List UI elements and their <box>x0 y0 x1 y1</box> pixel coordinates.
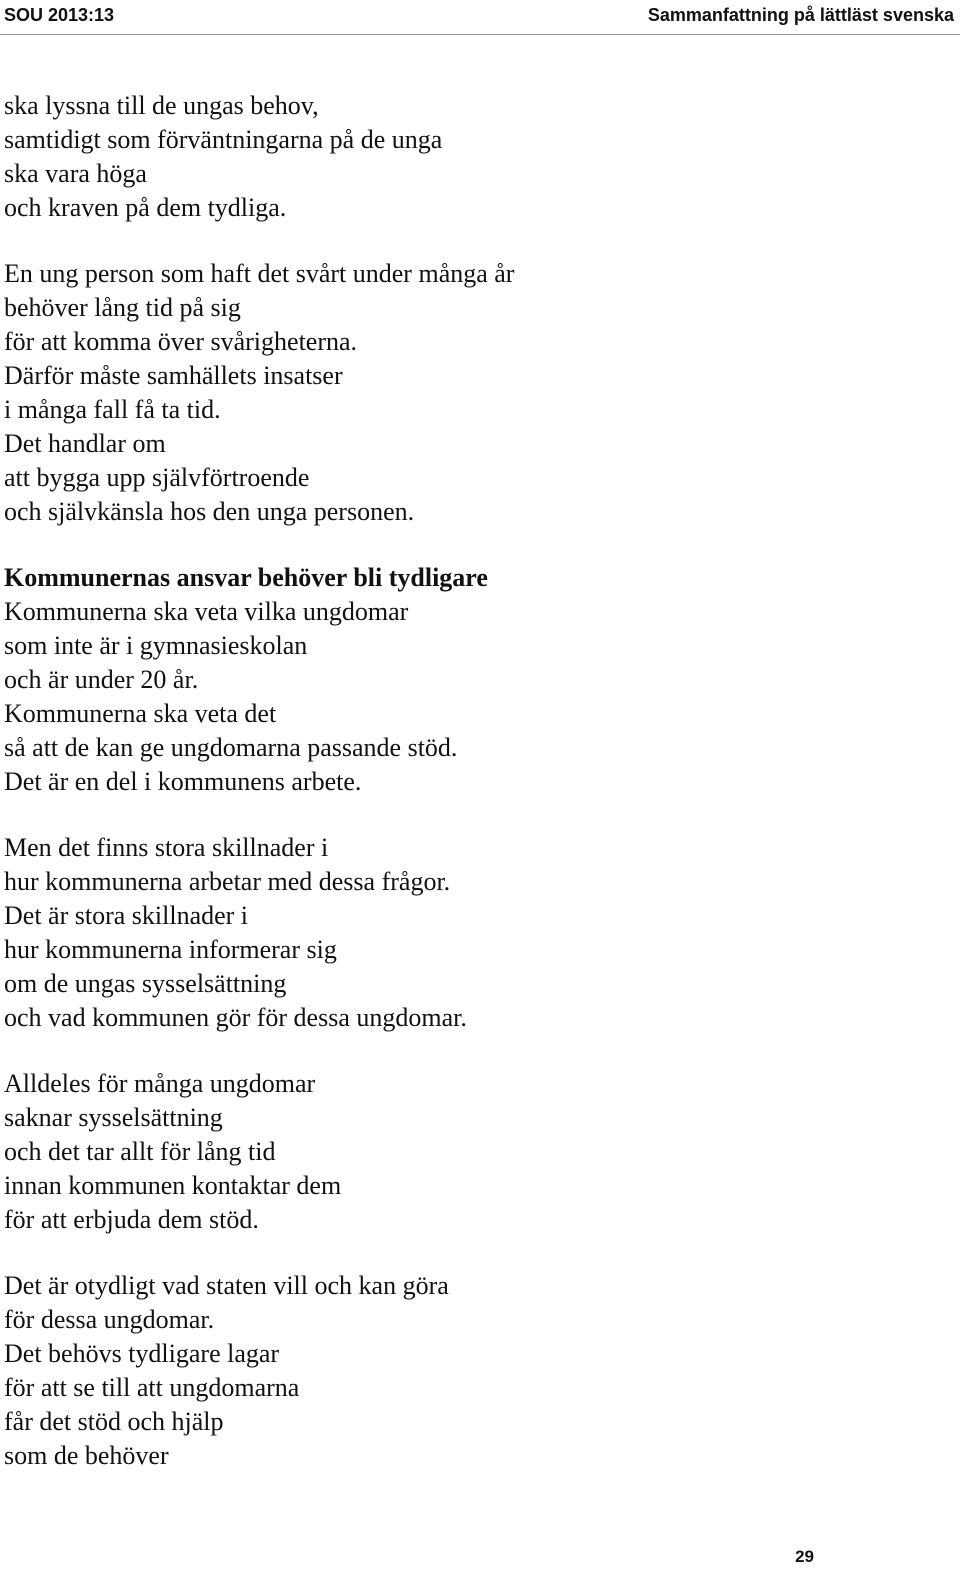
text-line: saknar sysselsättning <box>4 1103 223 1132</box>
paragraph <box>4 831 944 1035</box>
text-line: En ung person som haft det svårt under många år <box>4 259 515 288</box>
text-line: får det stöd och hjälp <box>4 1407 224 1436</box>
paragraph <box>4 1067 944 1237</box>
text-line: Alldeles för många ungdomar <box>4 1069 316 1098</box>
text-line: Det handlar om <box>4 429 166 458</box>
body-text <box>4 89 944 1505</box>
text-line: som de behöver <box>4 1441 169 1470</box>
text-line: Kommunerna ska veta vilka ungdomar <box>4 597 409 626</box>
text-line: för dessa ungdomar. <box>4 1305 215 1334</box>
text-line: att bygga upp självförtroende <box>4 463 310 492</box>
text-line: hur kommunerna arbetar med dessa frågor. <box>4 867 451 896</box>
text-line: samtidigt som förväntningarna på de unga <box>4 125 443 154</box>
text-line: om de ungas sysselsättning <box>4 969 287 998</box>
text-line: Det behövs tydligare lagar <box>4 1339 280 1368</box>
page-number: 29 <box>795 1547 814 1566</box>
text-line: för att erbjuda dem stöd. <box>4 1205 259 1234</box>
text-line: ska lyssna till de ungas behov, <box>4 91 319 120</box>
text-line: ska vara höga <box>4 159 147 188</box>
text-line: Det är otydligt vad staten vill och kan göra <box>4 1271 449 1300</box>
text-line: och självkänsla hos den unga personen. <box>4 497 415 526</box>
text-line: och vad kommunen gör för dessa ungdomar. <box>4 1003 467 1032</box>
section-heading: Kommunernas ansvar behöver bli tydligare <box>4 563 488 592</box>
text-line: innan kommunen kontaktar dem <box>4 1171 342 1200</box>
text-line: Kommunerna ska veta det <box>4 699 277 728</box>
paragraph <box>4 89 944 225</box>
text-line: Det är stora skillnader i <box>4 901 249 930</box>
text-line: Men det finns stora skillnader i <box>4 833 329 862</box>
text-line: och kraven på dem tydliga. <box>4 193 287 222</box>
text-line: och det tar allt för lång tid <box>4 1137 276 1166</box>
paragraph <box>4 1269 944 1473</box>
text-line: och är under 20 år. <box>4 665 199 694</box>
text-line: hur kommunerna informerar sig <box>4 935 337 964</box>
page-header <box>0 0 960 30</box>
text-line: behöver lång tid på sig <box>4 293 241 322</box>
text-line: som inte är i gymnasieskolan <box>4 631 308 660</box>
text-line: i många fall få ta tid. <box>4 395 221 424</box>
text-line: Därför måste samhällets insatser <box>4 361 343 390</box>
text-line: för att se till att ungdomarna <box>4 1373 300 1402</box>
paragraph <box>4 257 944 529</box>
text-line: Det är en del i kommunens arbete. <box>4 767 362 796</box>
paragraph <box>4 561 944 799</box>
header-divider <box>0 34 960 35</box>
document-id: SOU 2013:13 <box>4 5 115 25</box>
text-line: för att komma över svårigheterna. <box>4 327 358 356</box>
text-line: så att de kan ge ungdomarna passande stöd. <box>4 733 458 762</box>
section-title: Sammanfattning på lättläst svenska <box>647 5 954 25</box>
